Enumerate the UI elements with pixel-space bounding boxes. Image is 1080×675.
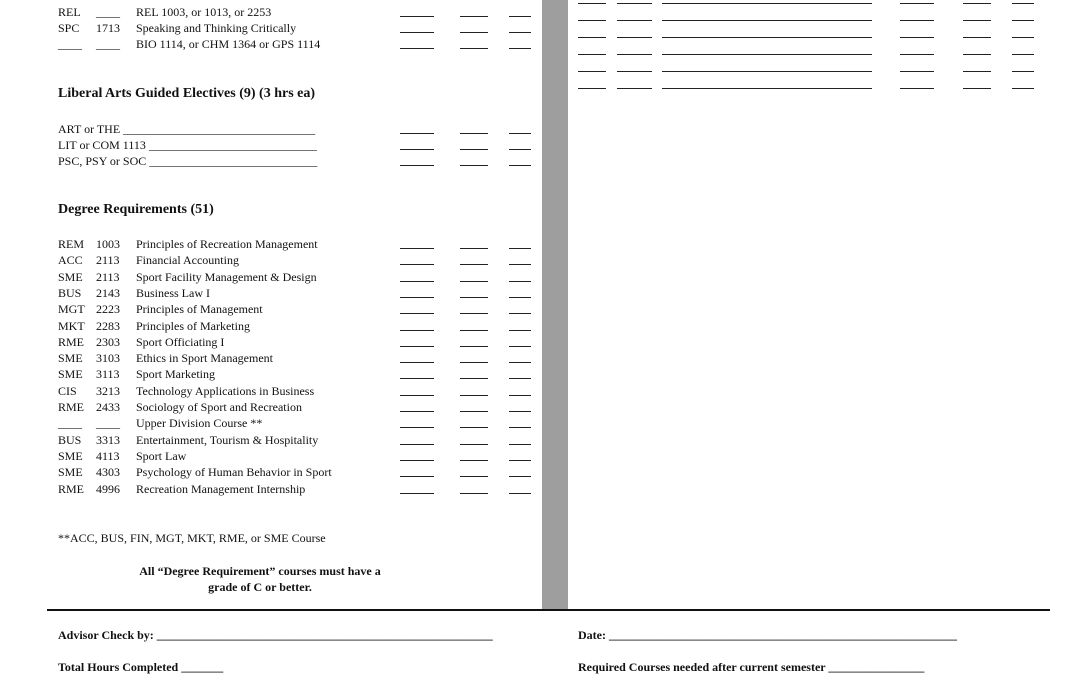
course-prefix: MKT	[58, 318, 85, 333]
elective-row[interactable]: LIT or COM 1113 ____________________________	[58, 138, 317, 152]
course-prefix: BUS	[58, 285, 82, 300]
grade-blank[interactable]	[400, 493, 434, 494]
right-blank[interactable]	[900, 71, 934, 72]
grade-blank[interactable]	[400, 427, 434, 428]
grade-blank[interactable]	[400, 133, 434, 134]
course-number: 2433	[96, 400, 120, 414]
course-number: 2303	[96, 334, 120, 349]
right-blank[interactable]	[963, 88, 991, 89]
right-blank[interactable]	[900, 3, 934, 4]
right-blank[interactable]	[662, 37, 872, 38]
course-number: 3103	[96, 351, 120, 366]
grade-blank[interactable]	[460, 346, 488, 347]
grade-blank[interactable]	[460, 297, 488, 298]
course-number: 2223	[96, 302, 120, 317]
course-title: Speaking and Thinking Critically	[136, 21, 297, 35]
footnote: **ACC, BUS, FIN, MGT, MKT, RME, or SME Course	[58, 531, 326, 545]
course-number: 1003	[96, 237, 120, 251]
grade-blank[interactable]	[460, 378, 488, 379]
course-prefix: SME	[58, 465, 83, 480]
right-blank[interactable]	[617, 88, 652, 89]
course-title: Upper Division Course **	[136, 416, 263, 431]
grade-blank[interactable]	[509, 460, 531, 461]
right-blank[interactable]	[1012, 3, 1034, 4]
course-prefix: ____	[58, 416, 82, 431]
grade-blank[interactable]	[509, 48, 531, 49]
grade-blank[interactable]	[400, 411, 434, 412]
course-number: ____	[96, 37, 120, 51]
grade-blank[interactable]	[460, 48, 488, 49]
right-blank[interactable]	[578, 3, 606, 4]
right-blank[interactable]	[617, 54, 652, 55]
grade-blank[interactable]	[400, 362, 434, 363]
grade-blank[interactable]	[400, 313, 434, 314]
course-number: 4996	[96, 481, 120, 496]
liberal-arts-heading: Liberal Arts Guided Electives (9) (3 hrs ea)	[58, 86, 316, 101]
grade-note-line-1: All “Degree Requirement” courses must have a	[139, 564, 381, 578]
course-title: Principles of Marketing	[136, 318, 250, 333]
right-blank[interactable]	[617, 71, 652, 72]
grade-blank[interactable]	[460, 313, 488, 314]
right-blank[interactable]	[963, 54, 991, 55]
grade-blank[interactable]	[400, 281, 434, 282]
course-title: Sociology of Sport and Recreation	[136, 400, 302, 414]
grade-blank[interactable]	[509, 444, 531, 445]
right-blank[interactable]	[1012, 88, 1034, 89]
right-blank[interactable]	[617, 37, 652, 38]
grade-blank[interactable]	[460, 32, 488, 33]
grade-blank[interactable]	[460, 248, 488, 249]
grade-blank[interactable]	[509, 264, 531, 265]
course-prefix: BUS	[58, 432, 82, 447]
right-blank[interactable]	[662, 3, 872, 4]
right-blank[interactable]	[1012, 37, 1034, 38]
course-prefix: RME	[58, 481, 85, 496]
course-number: 4113	[96, 448, 120, 463]
course-prefix: RME	[58, 400, 85, 414]
grade-blank[interactable]	[400, 149, 434, 150]
grade-blank[interactable]	[400, 32, 434, 33]
course-title: REL 1003, or 1013, or 2253	[136, 5, 272, 19]
grade-blank[interactable]	[460, 411, 488, 412]
course-title: BIO 1114, or CHM 1364 or GPS 1114	[136, 37, 321, 51]
right-blank[interactable]	[1012, 54, 1034, 55]
grade-blank[interactable]	[509, 378, 531, 379]
right-blank[interactable]	[662, 54, 872, 55]
right-blank[interactable]	[963, 37, 991, 38]
course-number: ____	[96, 416, 120, 431]
right-blank[interactable]	[900, 54, 934, 55]
elective-row[interactable]: ART or THE ________________________________	[58, 122, 316, 136]
course-title: Recreation Management Internship	[136, 481, 306, 496]
grade-blank[interactable]	[400, 476, 434, 477]
grade-blank[interactable]	[509, 395, 531, 396]
course-title: Principles of Management	[136, 302, 263, 317]
grade-blank[interactable]	[460, 330, 488, 331]
footer-rule	[47, 609, 1050, 611]
grade-blank[interactable]	[509, 149, 531, 150]
course-number: 1713	[96, 21, 120, 35]
grade-blank[interactable]	[509, 427, 531, 428]
grade-blank[interactable]	[400, 264, 434, 265]
right-blank[interactable]	[963, 3, 991, 4]
course-title: Business Law I	[136, 285, 210, 300]
right-blank[interactable]	[578, 37, 606, 38]
course-title: Sport Law	[136, 448, 187, 463]
grade-blank[interactable]	[460, 444, 488, 445]
grade-note-line-2: grade of C or better.	[208, 580, 312, 594]
grade-blank[interactable]	[509, 411, 531, 412]
course-number: 2113	[96, 269, 120, 284]
right-blank[interactable]	[617, 20, 652, 21]
course-title: Financial Accounting	[136, 253, 239, 268]
grade-blank[interactable]	[509, 330, 531, 331]
right-blank[interactable]	[900, 88, 934, 89]
right-blank[interactable]	[578, 71, 606, 72]
right-blank[interactable]	[662, 71, 872, 72]
grade-blank[interactable]	[460, 362, 488, 363]
course-number: ____	[96, 5, 120, 19]
right-blank[interactable]	[578, 54, 606, 55]
grade-blank[interactable]	[460, 149, 488, 150]
course-prefix: MGT	[58, 302, 85, 317]
right-blank[interactable]	[578, 20, 606, 21]
grade-blank[interactable]	[509, 16, 531, 17]
course-prefix: RME	[58, 334, 85, 349]
grade-blank[interactable]	[400, 248, 434, 249]
grade-blank[interactable]	[509, 476, 531, 477]
right-blank[interactable]	[1012, 71, 1034, 72]
grade-blank[interactable]	[509, 165, 531, 166]
course-prefix: SME	[58, 269, 83, 284]
course-title: Ethics in Sport Management	[136, 351, 273, 366]
grade-blank[interactable]	[460, 493, 488, 494]
grade-blank[interactable]	[460, 133, 488, 134]
grade-blank[interactable]	[509, 362, 531, 363]
course-prefix: ACC	[58, 253, 83, 268]
course-number: 2113	[96, 253, 120, 268]
grade-blank[interactable]	[400, 460, 434, 461]
course-number: 3113	[96, 367, 120, 382]
course-number: 4303	[96, 465, 120, 480]
course-prefix: SME	[58, 448, 83, 463]
course-title: Entertainment, Tourism & Hospitality	[136, 432, 319, 447]
grade-blank[interactable]	[460, 281, 488, 282]
elective-row[interactable]: PSC, PSY or SOC ____________________________	[58, 154, 318, 168]
course-prefix: SPC	[58, 21, 80, 35]
grade-blank[interactable]	[509, 281, 531, 282]
grade-blank[interactable]	[460, 165, 488, 166]
total-hours-field[interactable]: Total Hours Completed _______	[58, 660, 224, 674]
right-blank[interactable]	[963, 20, 991, 21]
grade-note	[58, 563, 462, 595]
grade-blank[interactable]	[400, 165, 434, 166]
course-title: Psychology of Human Behavior in Sport	[136, 465, 332, 480]
right-blank[interactable]	[617, 3, 652, 4]
course-prefix: SME	[58, 367, 83, 382]
grade-blank[interactable]	[509, 297, 531, 298]
column-divider	[542, 0, 568, 610]
grade-blank[interactable]	[509, 248, 531, 249]
date-field[interactable]: Date: __________________________________________________________	[578, 628, 957, 642]
required-courses-field[interactable]: Required Courses needed after current semester ________________	[578, 660, 925, 674]
course-prefix: SME	[58, 351, 83, 366]
grade-blank[interactable]	[400, 378, 434, 379]
grade-blank[interactable]	[460, 476, 488, 477]
right-blank[interactable]	[1012, 20, 1034, 21]
grade-blank[interactable]	[400, 444, 434, 445]
course-number: 3213	[96, 383, 120, 398]
grade-blank[interactable]	[460, 395, 488, 396]
course-title: Sport Marketing	[136, 367, 215, 382]
course-title: Sport Officiating I	[136, 334, 225, 349]
course-prefix: REL	[58, 5, 81, 19]
degree-requirements-heading: Degree Requirements (51)	[58, 202, 214, 217]
grade-blank[interactable]	[509, 32, 531, 33]
course-prefix: ____	[58, 37, 82, 51]
course-number: 3313	[96, 432, 120, 447]
grade-blank[interactable]	[460, 264, 488, 265]
grade-blank[interactable]	[400, 346, 434, 347]
course-number: 2143	[96, 285, 120, 300]
grade-blank[interactable]	[509, 493, 531, 494]
right-blank[interactable]	[900, 37, 934, 38]
grade-blank[interactable]	[460, 460, 488, 461]
right-blank[interactable]	[900, 20, 934, 21]
grade-blank[interactable]	[400, 16, 434, 17]
grade-blank[interactable]	[400, 48, 434, 49]
grade-blank[interactable]	[509, 313, 531, 314]
grade-blank[interactable]	[509, 346, 531, 347]
course-title: Principles of Recreation Management	[136, 237, 318, 251]
right-blank[interactable]	[963, 71, 991, 72]
grade-blank[interactable]	[400, 330, 434, 331]
grade-blank[interactable]	[509, 133, 531, 134]
right-blank[interactable]	[578, 88, 606, 89]
grade-blank[interactable]	[400, 395, 434, 396]
course-title: Technology Applications in Business	[136, 383, 315, 398]
course-number: 2283	[96, 318, 120, 333]
right-blank[interactable]	[662, 20, 872, 21]
course-prefix: REM	[58, 237, 85, 251]
grade-blank[interactable]	[460, 427, 488, 428]
grade-blank[interactable]	[460, 16, 488, 17]
grade-blank[interactable]	[400, 297, 434, 298]
advisor-check-field[interactable]: Advisor Check by: ________________________________________________________	[58, 628, 493, 642]
right-blank[interactable]	[662, 88, 872, 89]
course-prefix: CIS	[58, 383, 77, 398]
course-title: Sport Facility Management & Design	[136, 269, 317, 284]
